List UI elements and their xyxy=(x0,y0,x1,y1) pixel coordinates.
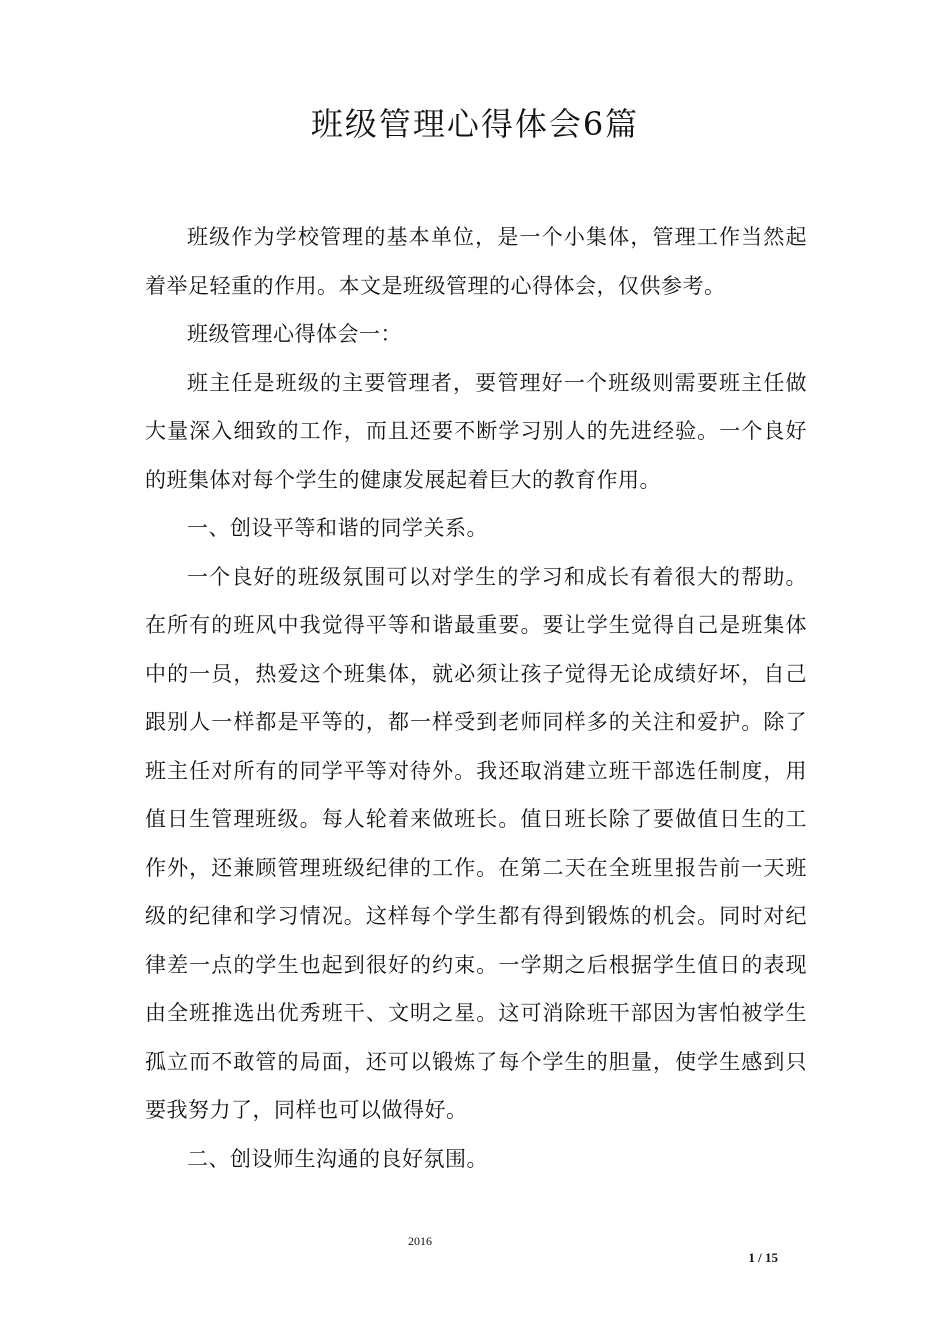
paragraph-intro: 班级作为学校管理的基本单位，是一个小集体，管理工作当然起着举足轻重的作用。本文是班级管理的心得体会，仅供参考。 xyxy=(145,225,807,298)
paragraph-section-heading-1: 班级管理心得体会一： xyxy=(187,322,402,346)
paragraph-2: 一个良好的班级氛围可以对学生的学习和成长有着很大的帮助。在所有的班风中我觉得平等和谐最重要。要让学生觉得自己是班集体中的一员，热爱这个班集体，就必须让孩子觉得无论成绩好坏，自己跟别人一样都是平等的，都一样受到老师同样多的关注和爱护。除了班主任对所有的同学平等对待外。我还取消建立班干部选任制度，用值日生管理班级。每人轮着来做班长。值日班长除了要做值日生的工作外，还兼顾管理班级纪律的工作。在第二天在全班里报告前一天班级的纪律和学习情况。这样每个学生都有得到锻炼的机会。同时对纪律差一点的学生也起到很好的约束。一学期之后根据学生值日的表现由全班推选出优秀班干、文明之星。这可消除班干部因为害怕被学生孤立而不敢管的局面，还可以锻炼了每个学生的胆量，使学生感到只要我努力了，同样也可以做得好。 xyxy=(145,564,807,1122)
paragraph-1: 班主任是班级的主要管理者，要管理好一个班级则需要班主任做大量深入细致的工作，而且还要不断学习别人的先进经验。一个良好的班集体对每个学生的健康发展起着巨大的教育作用。 xyxy=(145,370,807,492)
document-body xyxy=(145,213,807,1183)
page-number: 1 / 15 xyxy=(748,1250,778,1265)
paragraph-subheading-1: 一、创设平等和谐的同学关系。 xyxy=(187,516,488,540)
footer-year: 2016 xyxy=(408,1234,432,1248)
paragraph-subheading-2: 二、创设师生沟通的良好氛围。 xyxy=(187,1146,488,1171)
document-title: 班级管理心得体会6篇 xyxy=(310,105,640,143)
